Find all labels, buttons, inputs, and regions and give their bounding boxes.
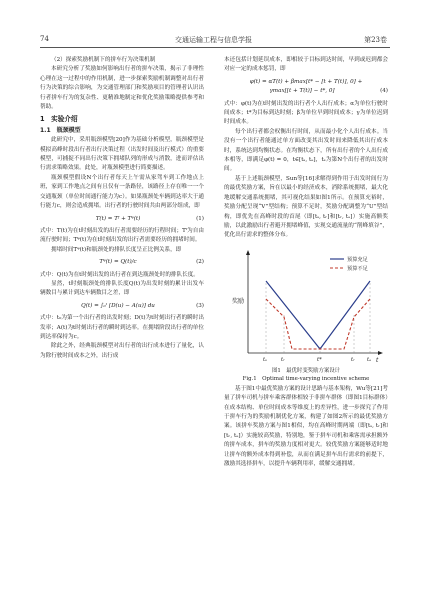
x-tick-label: tₛ <box>263 356 267 363</box>
volume-label: 第23卷 <box>364 36 387 44</box>
page-number: 74 <box>40 35 49 43</box>
equation-body: Tᵠ(t) = Q(t)/c <box>99 259 137 266</box>
intro-paragraph: 本研究分析了奖励如何影响出行者的拼车决策，揭示了非理性心理在这一过程中的作用机制，进一步探索奖励机制调整对出行者行为决策的综合影响，为交通管理部门和奖励项目的管理者认识出行者拼车行为的复杂性、更精准地制定和优化奖励策略提供参考和帮助。 <box>40 66 204 111</box>
paragraph: 基于上述瓶颈模型，Sun等[16]求解得到作用于出发时间行为的最优奖励方案，旨在以最小的经济成本，消除系统拥堵，最大化地缓解交通系统拥堵，其可视化结果如图1所示。在预算充裕时，奖励分配呈现“V”型结构；预算不足时，奖励分配调整为“U”型结构，即优先在高峰时段的首尾（即[tₛ, tᵣ]和[tᵣ, tₑ]）实施高额奖励，以此激励出行者避开拥堵峰值，实现交通流量的“削峰填谷”，优化出行需求的整体分布。 <box>224 175 388 239</box>
section-heading-1: 1 实验介绍 <box>40 115 78 124</box>
figure-caption-cn: 图1 最优时变奖励方案设计 <box>271 368 341 375</box>
paragraph: 拥堵时间Tᵠ(t)和瓶颈处的排队长度呈正比例关系，即 <box>51 246 182 253</box>
x-axis-arrow <box>378 351 383 355</box>
paragraph: 式中：T(t)为在t时刻出发的出行者需要经历的行程时间；Tᶠ为自由流行驶时间；Tᵠ(t)为在t时刻出发的出行者需要经历的拥堵时间。 <box>40 227 204 244</box>
figure-1 <box>224 245 388 383</box>
paragraph: 式中：t₀为第一个出行者的出发时刻；D(t)为t时刻出行者的瞬时出发率；A(t)为t时刻出行者的瞬时到达率。在拥堵阶段出行者的单位到达率保持为c。 <box>40 315 204 340</box>
legend-label-insufficient: 预算不足 <box>347 265 368 272</box>
equation-number: (2) <box>196 259 204 266</box>
equation-2 <box>40 258 204 267</box>
x-tick-label: tₑ <box>367 356 372 363</box>
equation-number: (4) <box>380 88 388 95</box>
paragraph: 此研究中，采用瓶颈模型[20]作为基础分析模型，瓶颈模型是模拟高峰时段出行者出行决策过程（出发时间及出行模式）的重要模型，可捕捉不同出行决策下拥堵队列的形成与消散，进而评估出行需求策略效果。此处，对瓶颈模型进行简要描述。 <box>40 137 204 172</box>
equation-1 <box>40 215 204 224</box>
equation-number: (3) <box>196 302 204 309</box>
section-heading-1-1: 1.1 瓶颈模型 <box>40 126 81 134</box>
equation-3 <box>40 302 204 311</box>
paragraph: 式中：φ(t)为在t时刻出发的出行者个人出行成本；α为单位行驶时间成本；t*为目标到达时刻；β为单位早到时间成本；γ为单位迟到时间成本。 <box>224 100 388 126</box>
equation-body: Q(t) = ∫₀ᵗ [D(u) − A(u)] du <box>81 302 155 309</box>
paragraph: 显然，t时刻瓶颈处的排队长度Q(t)为出发时刻的累计出发车辆数目与累计到达车辆数目之差，即 <box>40 280 204 297</box>
paragraph: 瓶颈模型假设N个出行者每天上午需从家驾车到工作地点上班，家到工作地点之间有且仅有一条路径，该路径上存在唯一一个交通瓶颈（单位时间通行能力为c）。如果瓶颈处车辆到达率大于通行能力c，则会造成拥堵。出行者的行驶时间共由两部分组成，即 <box>40 174 204 210</box>
equation-4 <box>224 78 388 87</box>
equation-number: (1) <box>196 215 204 222</box>
paragraph: 每个出行者都会权衡出行时间，从而最小化个人出行成本。当没有一个出行者能通过单方面改变其出发时间来降低其出行成本时，系统达到均衡状态。在均衡状态下，所有出行者的个人出行成本相等，即满足φ(t) = 0，t∈[tₛ, tₑ]，tₛ为第N个出行者的出发时间。 <box>224 128 388 173</box>
legend-label-sufficient: 预算充足 <box>347 256 368 263</box>
paragraph: 式中：Q(t)为在t时刻出发的出行者在到达瓶颈处时的排队长度。 <box>40 271 199 278</box>
y-axis-label: 奖励 <box>232 297 245 305</box>
series-insufficient-line <box>266 299 370 349</box>
x-tick-label: tᵣ <box>351 356 355 363</box>
equation-body: φ(t) = αT(t) + βmax[t* − [t + T(t)], 0] + <box>249 78 363 85</box>
header-rule <box>40 47 390 48</box>
incentive-chart <box>224 245 388 363</box>
y-axis-arrow <box>246 250 250 255</box>
paragraph: 除此之外，经典瓶颈模型对出行者的出行成本进行了量化，认为除行驶时间成本之外，出行成 <box>40 343 204 359</box>
paragraph: 基于图1中最优奖励方案的设计思路与基本架构，Wu等[21]考量了拼车司机与拼车乘客群体相较于非拼车群体（即图1目标群体）在成本结构、单位时间成本等维度上的差异性，进一步探究了作用于拼车行为的奖励机制优化方案，构建了如图2所示的最优奖励方案。该拼车奖励方案与图1相似，均在高峰时期两端（即[tₛ, tᵣ]和[tᵣ, tₑ]）实施较高奖励，特别地，鉴于拼车司机和乘客需承担额外的拼车成本，拼车的奖励力度相对更大。较优奖励方案能够适时地让拼车的额外成本得到补偿，从而在满足拼车出行需求的前提下，激励其选择拼车，以提升车辆利用率，缓解交通拥堵。 <box>224 385 388 467</box>
paragraph: 本还包括计划延误成本，即相较于目标到达时间，早到或迟到都会对应一定的成本惩罚，即 <box>224 57 388 73</box>
x-axis-label: t <box>376 356 379 363</box>
contribution-2: （2）探索奖励机制下的拼车行为决策机制 <box>51 57 156 63</box>
equation-body: T(t) = Tᶠ + Tᵠ(t) <box>95 215 141 222</box>
equation-body: γmax[[t + T(t)] − t*, 0] <box>269 88 335 95</box>
x-tick-label: t* <box>317 356 322 363</box>
x-tick-label: tᵣ <box>281 356 285 363</box>
journal-title: 交通运输工程与信息学报 <box>175 36 252 44</box>
left-column <box>40 56 204 361</box>
right-column <box>224 56 388 469</box>
figure-caption-en: Fig.1 Optimal time-varying incentive scheme <box>242 376 370 383</box>
equation-4-cont <box>224 87 388 96</box>
